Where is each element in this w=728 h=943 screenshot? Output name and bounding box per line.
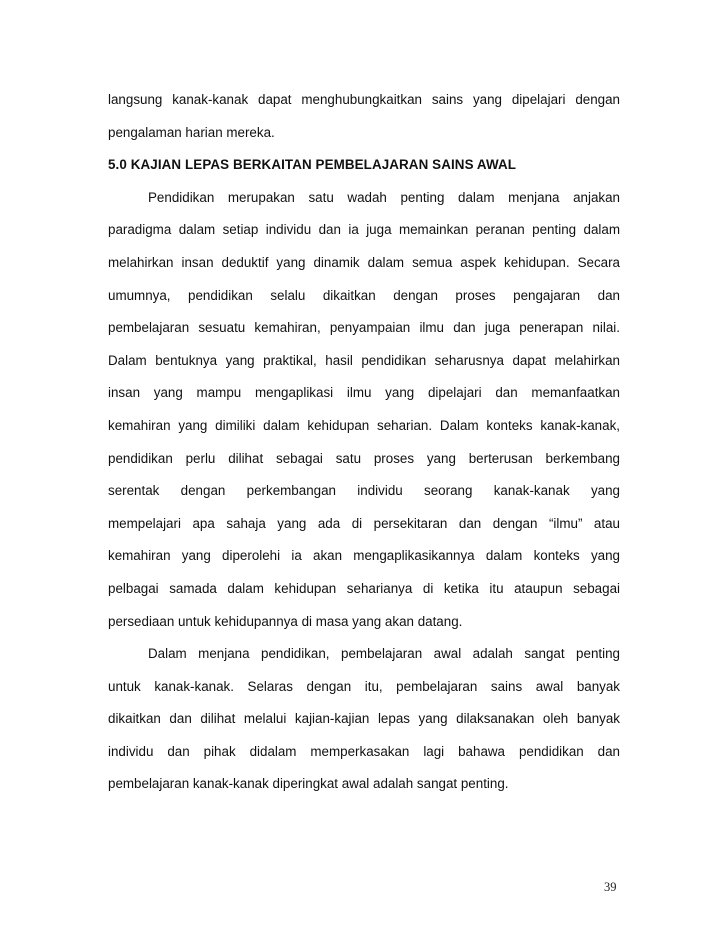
body-text-line: pembelajaran sesuatu kemahiran, penyampaian ilmu dan juga penerapan nilai.: [108, 320, 620, 336]
body-text-line: persediaan untuk kehidupannya di masa yang akan datang.: [108, 613, 463, 629]
body-text-line: langsung kanak-kanak dapat menghubungkaitkan sains yang dipelajari dengan: [108, 92, 620, 107]
body-text-line: kemahiran yang diperolehi ia akan mengaplikasikannya dalam konteks yang: [108, 548, 620, 564]
body-text-line: untuk kanak-kanak. Selaras dengan itu, pembelajaran sains awal banyak: [108, 678, 620, 694]
body-text-line: individu dan pihak didalam memperkasakan lagi bahawa pendidikan dan: [108, 743, 620, 759]
page-number: 39: [604, 880, 617, 894]
body-text-line: dikaitkan dan dilihat melalui kajian-kajian lepas yang dilaksanakan oleh banyak: [108, 711, 620, 727]
body-text-line: serentak dengan perkembangan individu seorang kanak-kanak yang: [108, 483, 620, 499]
body-text-line: paradigma dalam setiap individu dan ia juga memainkan peranan penting dalam: [108, 222, 620, 238]
paragraph-first-line: Dalam menjana pendidikan, pembelajaran awal adalah sangat penting: [148, 646, 620, 662]
body-text-line: Dalam bentuknya yang praktikal, hasil pendidikan seharusnya dapat melahirkan: [108, 352, 620, 368]
body-text-line: pengalaman harian mereka.: [108, 124, 275, 140]
body-text-line: kemahiran yang dimiliki dalam kehidupan seharian. Dalam konteks kanak-kanak,: [108, 417, 620, 433]
body-text-line: pelbagai samada dalam kehidupan seharianya di ketika itu ataupun sebagai: [108, 580, 620, 596]
section-heading: 5.0 KAJIAN LEPAS BERKAITAN PEMBELAJARAN SAINS AWAL: [108, 157, 516, 173]
body-text-line: pembelajaran kanak-kanak diperingkat awal adalah sangat penting.: [108, 776, 509, 792]
body-text-line: umumnya, pendidikan selalu dikaitkan dengan proses pengajaran dan: [108, 287, 620, 303]
body-text-line: mempelajari apa sahaja yang ada di persekitaran dan dengan “ilmu” atau: [108, 515, 620, 531]
body-text-line: insan yang mampu mengaplikasi ilmu yang dipelajari dan memanfaatkan: [108, 385, 620, 401]
paragraph-first-line: Pendidikan merupakan satu wadah penting dalam menjana anjakan: [148, 189, 620, 205]
body-text-line: melahirkan insan deduktif yang dinamik dalam semua aspek kehidupan. Secara: [108, 254, 620, 270]
body-text-line: pendidikan perlu dilihat sebagai satu proses yang berterusan berkembang: [108, 450, 620, 466]
page-body: [108, 84, 620, 801]
